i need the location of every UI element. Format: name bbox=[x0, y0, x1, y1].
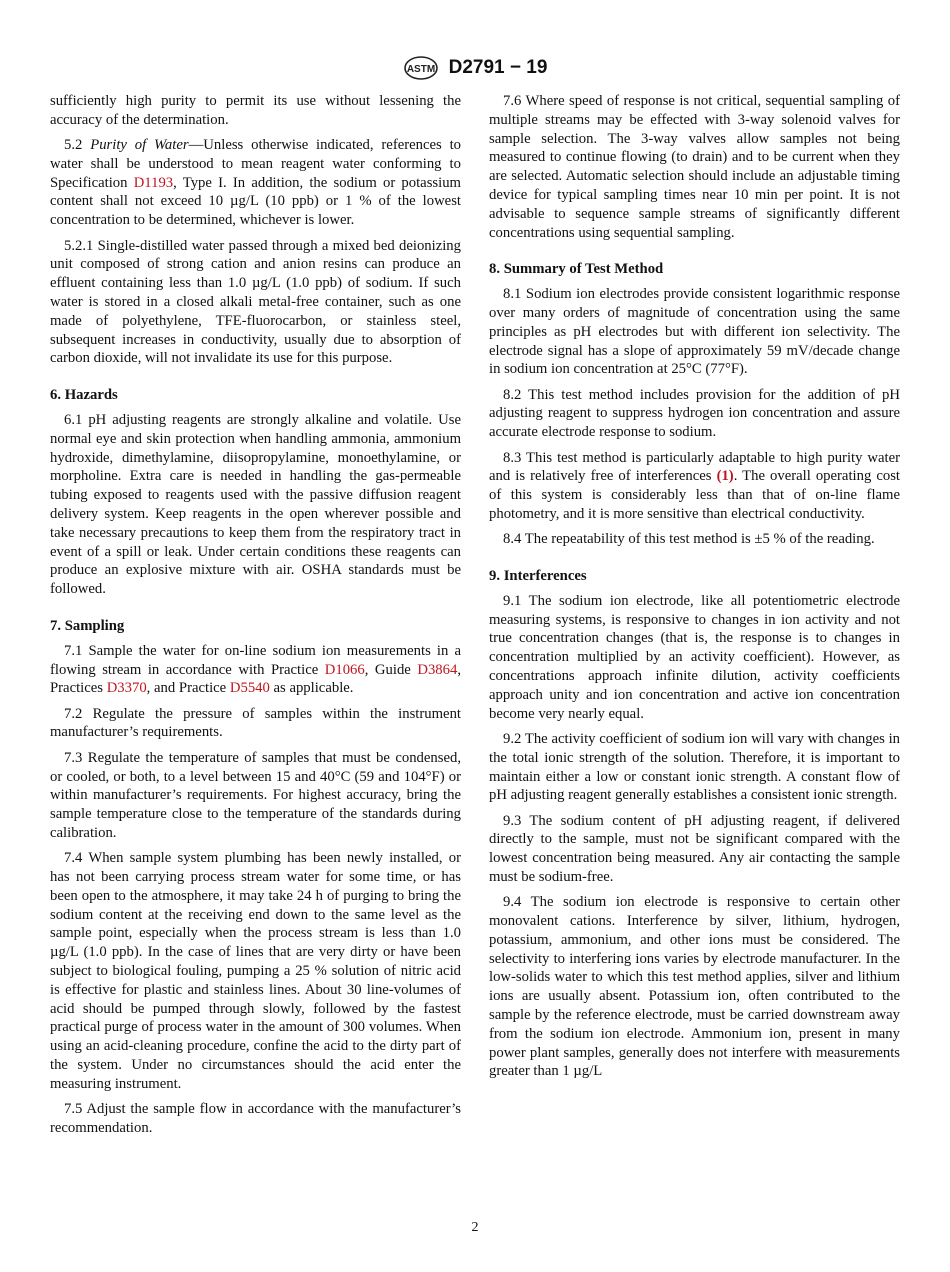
text: 7.1 Sample the water for on-line sodium ion measurements in a flowing stream in accordance with Practice bbox=[50, 642, 461, 678]
paragraph-9-1: 9.1 The sodium ion electrode, like all potentiometric electrode measuring systems, is responsive to changes in ion activity and not true concentration changes (that is, the response is to changes in concentration multiplied by an activity coefficient). However, as concentrations approach infinite dilution, activity coefficients approach unity and ion concentration and active ion concentration become very nearly equal. bbox=[489, 592, 900, 722]
reference-link-1[interactable]: (1) bbox=[716, 468, 734, 485]
paragraph-7-4: 7.4 When sample system plumbing has been newly installed, or has not been carrying process stream water for some time, or has been open to the atmosphere, it may take 24 h of purging to bring the sodium content at the receiving end down to the same level as the sample point, especially when the process stream is less than 1.0 µg/L (1.0 ppb). In the case of lines that are very dirty or have been subject to biological fouling, pumping a 25 % solution of nitric acid is effective for plastic and stainless lines. About 30 line-volumes of acid should be pumped through slowly, followed by the fastest practical purge of process water in the amount of 300 volumes. When using an acid-cleaning procedure, confine the acid to the dirty part of the system. Under no circumstances should the acid enter the measuring instrument. bbox=[50, 850, 461, 1092]
link-d5540[interactable]: D5540 bbox=[229, 680, 270, 697]
paragraph-8-4: 8.4 The repeatability of this test method is ±5 % of the reading. bbox=[503, 531, 875, 548]
text: . The overall operating cost of this system is considerably less than that of on-line flame photometry, and it is more sensitive than electrical conductivity. bbox=[489, 468, 900, 522]
link-d3370[interactable]: D3370 bbox=[106, 680, 147, 697]
text: as applicable. bbox=[269, 680, 354, 697]
paragraph-7-6: 7.6 Where speed of response is not critical, sequential sampling of multiple streams may be effected with 3-way solenoid valves for sample selection. The 3-way valves allow samples not being measured to continue flowing (to drain) and to be current when they are selected. Automatic selection should include an adjustable timing device for typical sampling times near 10 min per point. It is not advisable to sequence sample streams of significantly different concentrations using sequential sampling. bbox=[489, 93, 900, 241]
paragraph-9-2: 9.2 The activity coefficient of sodium ion will vary with changes in the total ionic strength of the solution. Therefore, it is important to maintain either a low or constant ionic strength. A constant flow of pH adjusting reagent generally establishes a consistent ionic strength. bbox=[489, 730, 900, 804]
paragraph-5-2-1: 5.2.1 Single-distilled water passed through a mixed bed deionizing unit composed of strong cation and anion resins can produce an effluent containing less than 1.0 µg/L (1.0 ppb) of sodium. If such water is stored in a closed alkali metal-free container, such as one made of polyethylene, TFE-fluorocarbon, or stainless steel, subsequent increases in conductivity, usually due to absorption of carbon dioxide, will not invalidate its use for this purpose. bbox=[50, 237, 461, 367]
text: —Unless otherwise indicated, references to water shall be understood to mean reagent water conforming to Specification bbox=[50, 137, 462, 191]
right-column bbox=[489, 92, 900, 1088]
link-d1193[interactable]: D1193 bbox=[133, 174, 174, 191]
paragraph-9-3: 9.3 The sodium content of pH adjusting reagent, if delivered directly to the sample, must not be significant compared with the lowest concentration being measured. Any air contacting the sample must be sodium-free. bbox=[489, 812, 900, 885]
text: , Practices bbox=[50, 661, 461, 697]
text: 8.3 This test method is particularly adaptable to high purity water and is relatively free of interferences bbox=[489, 449, 900, 485]
paragraph-7-5: 7.5 Adjust the sample flow in accordance with the manufacturer’s recommendation. bbox=[50, 1101, 461, 1136]
paragraph: sufficiently high purity to permit its use without lessening the accuracy of the determination. bbox=[50, 93, 461, 128]
paragraph-6-1: 6.1 pH adjusting reagents are strongly alkaline and volatile. Use normal eye and skin protection when handling ammonia, ammonium hydroxide, dimethylamine, diisopropylamine, monoethylamine, or morpholine. Extra care is needed in handling the gas-permeable tubing exposed to reagents used with the passive diffusion reagent delivery system. Keep reagents in the open wherever possible and take necessary precautions to keep them from the respiratory tract in event of a spill or leak. Under certain conditions these reagents can produce an explosive mixture with air. OSHA standards must be followed. bbox=[50, 411, 461, 598]
page-number: 2 bbox=[471, 1220, 479, 1235]
text: , and Practice bbox=[146, 680, 230, 697]
page-header bbox=[0, 55, 950, 81]
text: , Type I. In addition, the sodium or potassium content shall not exceed 10 µg/L (10 ppb) or 1 % of the lowest concentration to be determined, whichever is lower. bbox=[50, 174, 461, 229]
text: 5.2 bbox=[64, 137, 91, 154]
paragraph-7-3: 7.3 Regulate the temperature of samples that must be condensed, or cooled, or both, to a level between 15 and 40°C (59 and 104°F) or within manufacturer’s requirements. For highest accuracy, bring the sample temperature close to the temperature of the standards during calibration. bbox=[50, 749, 461, 841]
link-d3864[interactable]: D3864 bbox=[417, 661, 458, 678]
link-d1066[interactable]: D1066 bbox=[324, 661, 365, 678]
document-number: D2791 − 19 bbox=[448, 57, 548, 78]
heading-hazards: 6. Hazards bbox=[50, 387, 118, 404]
paragraph-7-1 bbox=[50, 642, 461, 698]
heading-interferences: 9. Interferences bbox=[489, 568, 587, 585]
svg-text:ASTM: ASTM bbox=[406, 64, 435, 75]
astm-logo-icon bbox=[403, 55, 439, 81]
paragraph-8-2: 8.2 This test method includes provision for the addition of pH adjusting reagent to suppress hydrogen ion concentration and assure accurate electrode response to sodium. bbox=[489, 386, 900, 441]
paragraph-5-2 bbox=[50, 136, 461, 230]
paragraph-8-3 bbox=[489, 449, 900, 524]
paragraph-9-4: 9.4 The sodium ion electrode is responsive to certain other monovalent cations. Interference by silver, lithium, hydrogen, potassium, ammonium, and other ions must be considered. The selectivity to interfering ions varies by electrode manufacturer. In the low-solids water to which this test method applies, silver and lithium ions are usually absent. Potassium ion, often contributed to the sample by the reference electrode, must be carried downstream away from the sodium ion electrode. Ammonium ion, present in many power plant samples, generally does not interfere with measurements greater than 1 µg/L bbox=[489, 894, 900, 1080]
section-title: Purity of Water bbox=[90, 137, 189, 154]
paragraph-8-1: 8.1 Sodium ion electrodes provide consistent logarithmic response over many orders of magnitude of concentration using the same principles as pH electrodes but with different ion selectivity. The electrode signal has a slope of approximately 59 mV/decade change in sodium ion concentration at 25°C (77°F). bbox=[489, 286, 900, 378]
heading-sampling: 7. Sampling bbox=[50, 617, 125, 634]
heading-summary: 8. Summary of Test Method bbox=[489, 261, 664, 278]
paragraph-7-2: 7.2 Regulate the pressure of samples within the instrument manufacturer’s requirements. bbox=[50, 705, 461, 741]
text: , Guide bbox=[364, 661, 418, 678]
left-column bbox=[50, 92, 461, 1144]
